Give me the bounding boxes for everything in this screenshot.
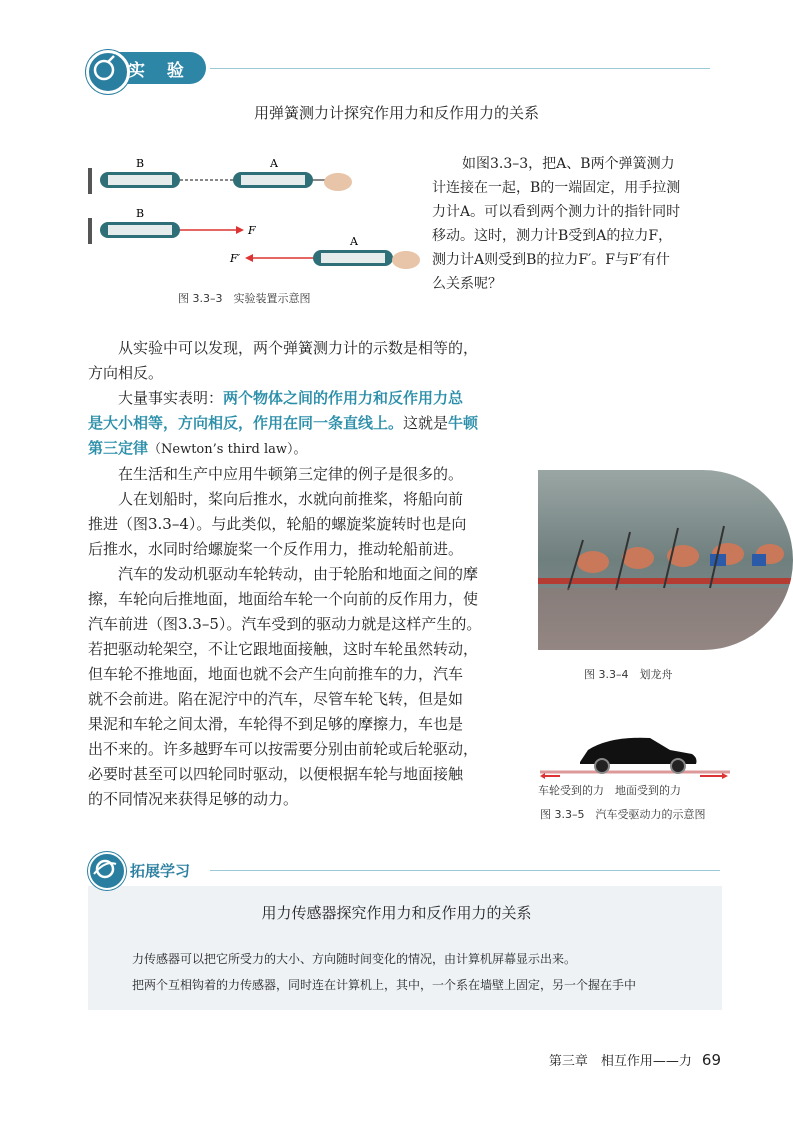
desc-line: 如图3.3–3，把A、B两个弹簧测力 [462,156,675,172]
experiment-divider [210,68,710,69]
figure-3-3-3-caption: 图 3.3–3 实验装置示意图 [178,292,311,305]
label-a-top: A [270,157,278,170]
p5-line: 必要时甚至可以四轮同时驱动，以便根据车轮与地面接触 [88,765,464,783]
chapter-title: 第三章 相互作用——力 [548,1054,692,1069]
p5-line: 出不来的。许多越野车可以按需要分别由前轮或后轮驱动， [88,740,479,758]
page-number: 69 [701,1051,721,1069]
p4-line: 推进（图3.3–4）。与此类似，轮船的螺旋桨旋转时也是向 [88,515,467,533]
p5-line: 果泥和车轮之间太滑，车轮得不到足够的摩擦力，车也是 [88,715,464,733]
p2-law-1: 牛顿 [448,414,479,432]
p2-law-en: （Newton’s third law）。 [148,442,307,457]
front-wheel [595,759,609,773]
page-footer [549,1050,721,1069]
hand-bottom [392,251,420,269]
rear-wheel [671,759,685,773]
desc-line: 力计A。可以看到两个测力计的指针同时 [432,204,681,220]
car-force-ground: 地面受到的力 [615,784,681,797]
label-a-bottom: A [350,235,358,248]
figure-3-3-4-caption: 图 3.3–4 划龙舟 [584,668,673,681]
experiment-description [432,152,732,296]
p2-law-2: 第三定律 [88,439,149,457]
p2-line-1 [88,386,518,411]
desc-line: 么关系呢？ [432,276,502,292]
extension-divider [210,870,720,871]
experiment-label: 实 验 [128,61,192,81]
extension-title: 用力传感器探究作用力和反作用力的关系 [261,904,532,922]
desc-line: 计连接在一起，B的一端固定，用手拉测 [432,180,681,196]
car-force-labels [538,782,681,798]
wall-bottom [88,218,92,244]
experiment-icon [86,50,130,94]
extension-label: 拓展学习 [130,862,191,880]
wall-top [88,168,92,194]
p4-line: 后推水，水同时给螺旋桨一个反作用力，推动轮船前进。 [88,540,464,558]
experiment-title: 用弹簧测力计探究作用力和反作用力的关系 [253,104,539,122]
p3: 在生活和生产中应用牛顿第三定律的例子是很多的。 [118,465,464,483]
desc-line: 测力计A则受到B的拉力F′。F与F′有什 [432,252,670,268]
label-f-prime: F′ [230,252,241,265]
p5-line: 擦，车轮向后推地面，地面给车轮一个向前的反作用力，使 [88,590,479,608]
p4-line: 人在划船时，桨向后推水，水就向前推桨，将船向前 [118,490,464,508]
car-figure [540,720,730,780]
hand-top [324,173,352,191]
spring-balance-figure [88,150,428,285]
figure-3-3-5-caption: 图 3.3–5 汽车受驱动力的示意图 [540,808,706,821]
p2-line-2 [88,411,518,436]
p1-line: 方向相反。 [88,364,164,382]
label-b-top: B [136,157,145,170]
p2-after: 这就是 [403,414,449,432]
desc-line: 移动。这时，测力计B受到A的拉力F， [432,228,673,244]
p2-intro: 大量事实表明： [118,389,224,407]
extension-line: 力传感器可以把它所受力的大小、方向随时间变化的情况，由计算机屏幕显示出来。 [132,952,577,966]
extension-line: 把两个互相钩着的力传感器，同时连在计算机上，其中，一个系在墙壁上固定，另一个握在手中 [132,978,637,992]
p1-line: 从实验中可以发现，两个弹簧测力计的示数是相等的， [118,339,479,357]
dragon-boat-photo [538,470,793,650]
p5-line: 汽车前进（图3.3–5）。汽车受到的驱动力就是这样产生的。 [88,615,482,633]
p5-line: 就不会前进。陷在泥泞中的汽车，尽管车轮飞转，但是如 [88,690,464,708]
label-b-bottom: B [136,207,145,220]
body-text [88,336,518,812]
p2-line-3 [88,436,518,462]
extension-text [132,946,722,998]
p2-highlight-2: 是大小相等，方向相反，作用在同一条直线上。 [88,414,404,432]
extension-icon [88,852,126,890]
p2-highlight-1: 两个物体之间的作用力和反作用力总 [223,389,464,407]
label-f: F [248,224,256,237]
p5-line: 汽车的发动机驱动车轮转动，由于轮胎和地面之间的摩 [118,565,479,583]
p5-line: 的不同情况来获得足够的动力。 [88,790,299,808]
p5-line: 但车轮不推地面，地面也就不会产生向前推车的力，汽车 [88,665,464,683]
car-force-wheel: 车轮受到的力 [538,784,604,797]
p5-line: 若把驱动轮架空，不让它跟地面接触，这时车轮虽然转动， [88,640,479,658]
